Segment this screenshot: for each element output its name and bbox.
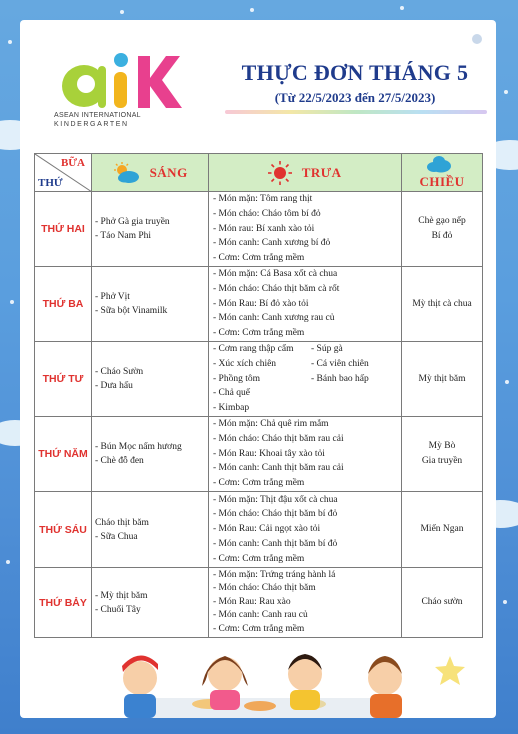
- day-label: THỨ TƯ: [35, 342, 92, 417]
- sun-icon: [268, 161, 292, 185]
- menu-header: [20, 20, 496, 150]
- breakfast-item: Cháo thịt băm: [95, 517, 149, 528]
- table-row: [35, 492, 483, 568]
- breakfast-cell: [92, 267, 209, 342]
- lunch-item: - Món canh: Canh thịt băm bí đỏ: [213, 538, 338, 549]
- column-label-sang: SÁNG: [149, 164, 188, 180]
- logo-text-line2: KINDERGARTEN: [54, 121, 129, 128]
- table-row: [35, 417, 483, 492]
- lunch-item: - Món cháo: Cháo thịt băm: [213, 583, 316, 594]
- menu-card: [20, 20, 496, 718]
- lunch-item: - Cơm: Cơm trắng mềm: [213, 253, 305, 264]
- lunch-item-pair: [213, 342, 401, 357]
- afternoon-item: Gia truyền: [421, 456, 463, 466]
- lunch-cell: [209, 417, 402, 492]
- lunch-item: - Xúc xích chiên: [213, 358, 277, 369]
- corner-day-label: THỨ: [38, 177, 63, 189]
- breakfast-item: - Bún Mọc nấm hương: [95, 442, 182, 452]
- lunch-item: - Cơm: Cơm trắng mềm: [213, 328, 305, 339]
- lunch-item: - Món canh: Canh thịt băm rau cải: [213, 463, 344, 474]
- kids-eating-illustration: [20, 642, 496, 718]
- breakfast-item: - Táo Nam Phi: [95, 231, 152, 241]
- menu-table: [34, 153, 483, 638]
- lunch-item: - Cơm: Cơm trắng mềm: [213, 553, 305, 564]
- column-header-trua: [209, 154, 402, 192]
- afternoon-cell: [402, 568, 483, 638]
- lunch-item: - Món Rau: Bí đỏ xào tỏi: [213, 298, 309, 309]
- afternoon-item: Mỳ thịt cà chua: [412, 298, 472, 309]
- corner-meal-label: BỮA: [60, 157, 85, 169]
- table-corner: [35, 154, 92, 192]
- lunch-item: - Cơm: Cơm trắng mềm: [213, 478, 305, 489]
- column-label-trua: TRƯA: [301, 164, 342, 180]
- lunch-item: - Món cháo: Cháo thịt băm cà rốt: [213, 283, 340, 294]
- breakfast-cell: [92, 342, 209, 417]
- afternoon-cell: [402, 267, 483, 342]
- table-row: [35, 192, 483, 267]
- breakfast-item: - Dưa hấu: [95, 381, 133, 391]
- lunch-item: - Món cháo: Cháo thịt băm bí đỏ: [213, 509, 338, 520]
- day-label: THỨ BA: [35, 267, 92, 342]
- sun-cloud-icon: [112, 162, 140, 184]
- lunch-item: - Phồng tôm: [213, 373, 260, 384]
- day-label: THỨ SÁU: [35, 492, 92, 568]
- breakfast-cell: [92, 568, 209, 638]
- lunch-item-pair: [213, 372, 401, 387]
- cloud-icon: [426, 155, 452, 173]
- school-logo: [54, 48, 194, 138]
- lunch-item: - Bánh bao hấp: [311, 373, 369, 384]
- afternoon-item: Mỳ Bò: [428, 441, 456, 451]
- afternoon-item: Chè gạo nếp: [418, 216, 466, 226]
- afternoon-item: Mỳ thịt băm: [418, 373, 466, 384]
- table-row: [35, 568, 483, 638]
- afternoon-cell: [402, 492, 483, 568]
- column-header-chieu: [402, 154, 483, 192]
- breakfast-cell: [92, 492, 209, 568]
- table-header-row: [35, 154, 483, 192]
- day-label: THỨ BẢY: [35, 568, 92, 638]
- day-label: THỨ NĂM: [35, 417, 92, 492]
- breakfast-item: - Mỳ thịt băm: [95, 590, 148, 601]
- aik-logo-icon: [54, 48, 194, 112]
- lunch-item: - Món mặn: Trứng tráng hành lá: [213, 569, 336, 580]
- lunch-item: - Món Rau: Cải ngọt xào tỏi: [213, 524, 321, 535]
- breakfast-item: - Sữa Chua: [95, 531, 138, 542]
- breakfast-item: - Sữa bột Vinamilk: [95, 306, 168, 316]
- breakfast-item: - Phở Gà gia truyền: [95, 217, 170, 227]
- lunch-item-pair: [213, 357, 401, 372]
- page-title: THỰC ĐƠN THÁNG 5: [241, 60, 469, 85]
- breakfast-item: - Chè đỗ đen: [95, 456, 144, 466]
- lunch-item: - Súp gà: [311, 344, 343, 354]
- lunch-item: - Món Rau: Rau xào: [213, 596, 291, 607]
- lunch-item: - Chả quế: [213, 388, 250, 399]
- lunch-item: - Món canh: Canh xương rau củ: [213, 313, 335, 324]
- afternoon-item: Cháo sườn: [421, 597, 463, 607]
- lunch-item: - Món cháo: Cháo thịt băm rau cải: [213, 433, 344, 444]
- lunch-cell: [209, 492, 402, 568]
- afternoon-cell: [402, 342, 483, 417]
- breakfast-item: - Phở Vịt: [95, 292, 130, 302]
- breakfast-item: - Cháo Sườn: [95, 367, 144, 377]
- table-row: [35, 342, 483, 417]
- lunch-item: - Món mặn: Chả quê rim mắm: [213, 419, 329, 429]
- afternoon-cell: [402, 417, 483, 492]
- breakfast-item: - Chuối Tây: [95, 604, 141, 615]
- lunch-item: - Món cháo: Cháo tôm bí đỏ: [213, 208, 321, 219]
- day-label: THỨ HAI: [35, 192, 92, 267]
- lunch-cell: [209, 342, 402, 417]
- lunch-item: - Cơm rang thập cẩm: [213, 344, 294, 354]
- lunch-item: - Món mặn: Thịt đậu xốt cà chua: [213, 494, 338, 505]
- logo-text-line1: ASEAN INTERNATIONAL: [54, 112, 141, 119]
- lunch-item: - Món Rau: Khoai tây xào tỏi: [213, 448, 325, 459]
- table-row: [35, 267, 483, 342]
- lunch-item: - Món canh: Canh xương bí đỏ: [213, 238, 331, 249]
- lunch-item: - Cá viên chiên: [311, 358, 369, 369]
- lunch-item: - Cơm: Cơm trắng mềm: [213, 623, 305, 634]
- lunch-cell: [209, 267, 402, 342]
- afternoon-cell: [402, 192, 483, 267]
- lunch-item: - Kimbap: [213, 403, 250, 414]
- column-header-sang: [92, 154, 209, 192]
- lunch-cell: [209, 192, 402, 267]
- column-label-chieu: CHIỀU: [419, 174, 465, 190]
- lunch-item: - Món mặn: Cá Basa xốt cà chua: [213, 269, 338, 279]
- afternoon-item: Miến Ngan: [420, 524, 464, 534]
- lunch-item: - Món rau: Bí xanh xào tỏi: [213, 223, 315, 234]
- breakfast-cell: [92, 192, 209, 267]
- lunch-item: - Món canh: Canh rau củ: [213, 610, 308, 621]
- title-underline-decoration: [225, 110, 487, 114]
- lunch-item: - Món mặn: Tôm rang thịt: [213, 194, 313, 204]
- date-range: (Từ 22/5/2023 đến 27/5/2023): [274, 90, 436, 105]
- breakfast-cell: [92, 417, 209, 492]
- lunch-cell: [209, 568, 402, 638]
- afternoon-item: Bí đỏ: [431, 231, 453, 241]
